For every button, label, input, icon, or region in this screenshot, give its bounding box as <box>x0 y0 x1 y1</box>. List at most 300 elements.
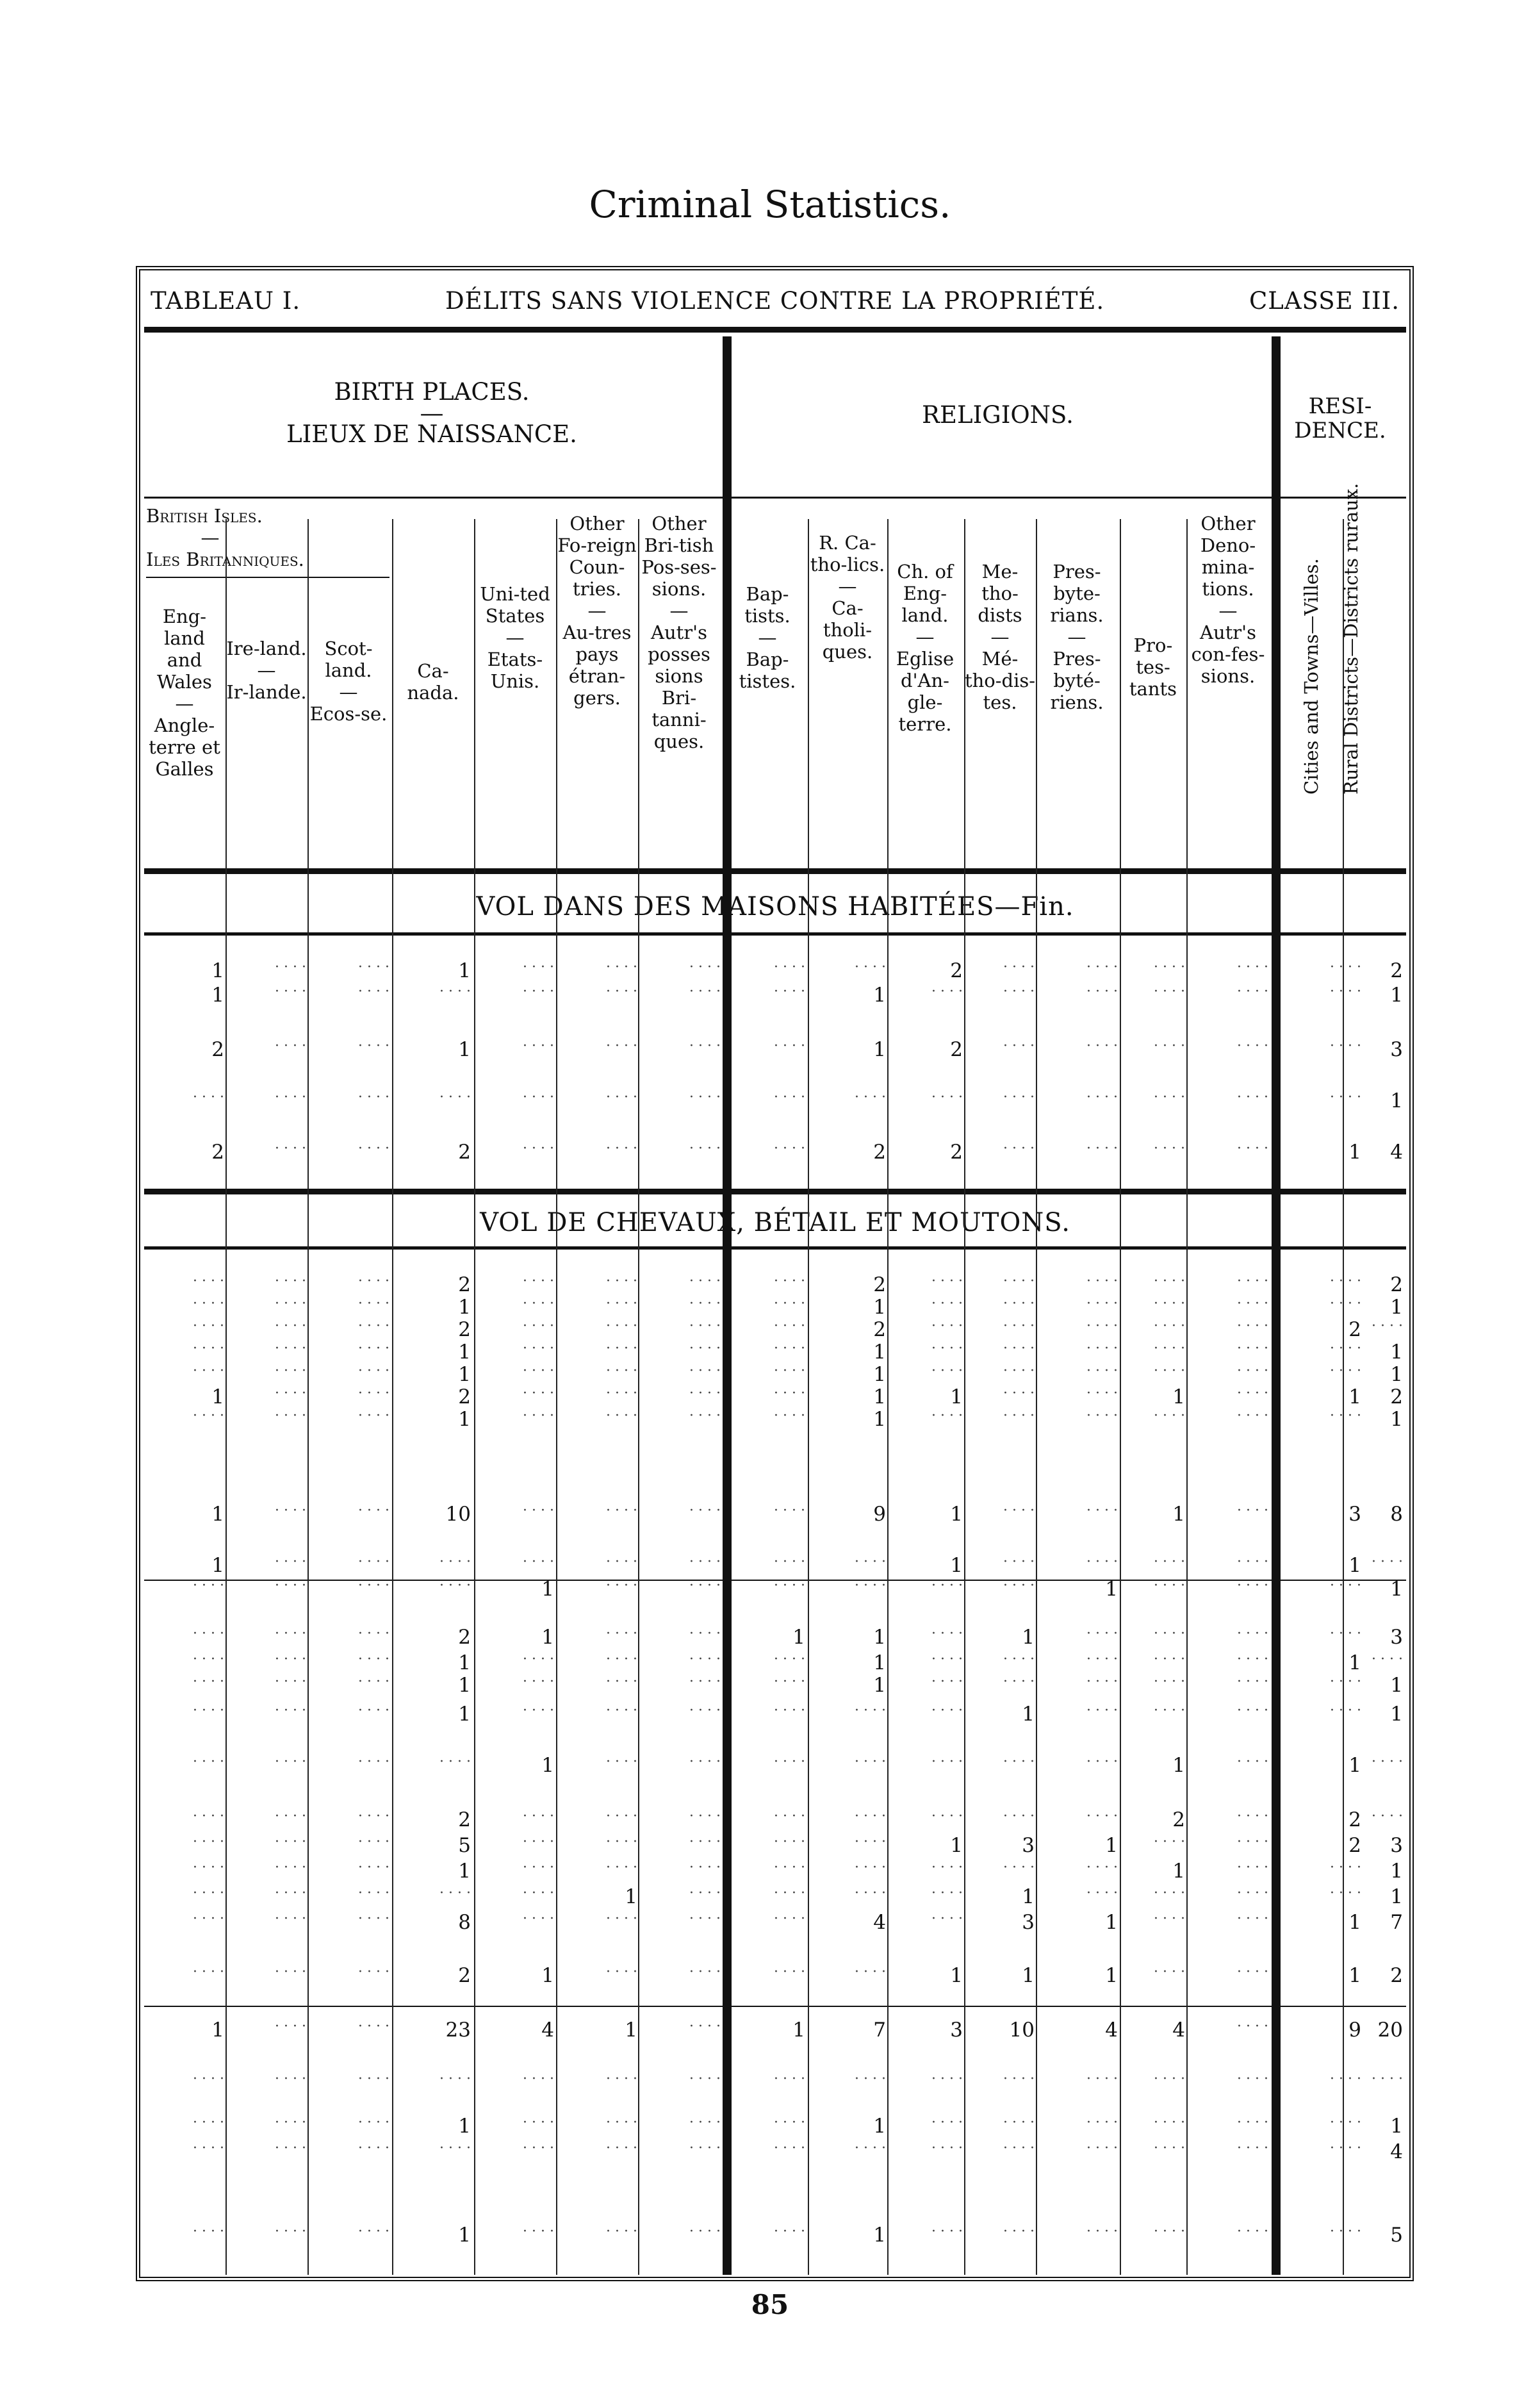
table-cell: 1 <box>1172 1860 1185 1883</box>
table-cell: · · · · <box>606 1141 637 1157</box>
table-cell: · · · · <box>1154 959 1185 975</box>
table-cell: · · · · <box>358 2115 389 2131</box>
table-cell: 1 <box>458 2115 471 2138</box>
table-cell: · · · · <box>193 2224 224 2240</box>
table-cell: · · · · <box>1237 1885 1268 1901</box>
table-cell: 1 <box>1105 1834 1118 1857</box>
table-cell: · · · · <box>358 1860 389 1876</box>
table-cell: 1 <box>1390 1363 1403 1386</box>
table-cell: 1 <box>211 1554 224 1577</box>
table-cell: · · · · <box>193 1754 224 1770</box>
table-cell: · · · · <box>606 1911 637 1927</box>
table-cell: · · · · <box>1330 1408 1361 1424</box>
table-cell: · · · · <box>1003 1318 1035 1334</box>
table-cell: · · · · <box>275 2224 306 2240</box>
table-cell: 1 <box>458 1674 471 1697</box>
table-cell: 1 <box>1390 1089 1403 1112</box>
table-cell: · · · · <box>774 1674 805 1690</box>
table-cell: · · · · <box>193 1808 224 1824</box>
table-cell: · · · · <box>774 2071 805 2087</box>
table-cell: · · · · <box>606 1341 637 1357</box>
table-cell: · · · · <box>523 1318 554 1334</box>
table-cell: · · · · <box>1237 1089 1268 1105</box>
table-cell: · · · · <box>193 1408 224 1424</box>
total-rule <box>144 2006 1406 2007</box>
table-cell: 1 <box>458 1860 471 1883</box>
table-cell: · · · · <box>358 1385 389 1401</box>
table-cell: 1 <box>1022 1703 1035 1726</box>
table-cell: · · · · <box>1154 1674 1185 1690</box>
table-cell: · · · · <box>1330 1273 1361 1289</box>
table-cell: · · · · <box>689 1341 721 1357</box>
table-cell: · · · · <box>606 1964 637 1980</box>
table-cell: 1 <box>541 1964 554 1987</box>
table-cell: · · · · <box>358 2071 389 2087</box>
col-header-protestants: Pro-tes-tants <box>1129 634 1177 700</box>
table-cell: · · · · <box>358 1141 389 1157</box>
table-cell: · · · · <box>774 1363 805 1379</box>
col-header-church-of-england: Ch. of Eng-land. — Eglise d'An-gle-terre. <box>896 561 954 735</box>
table-cell: · · · · <box>1086 1318 1118 1334</box>
table-cell: · · · · <box>606 1860 637 1876</box>
table-cell: · · · · <box>931 1754 963 1770</box>
table-cell: · · · · <box>1154 1089 1185 1105</box>
table-cell: · · · · <box>1003 1273 1035 1289</box>
section1-bottom-rule <box>144 932 1406 936</box>
table-cell: · · · · <box>1154 1885 1185 1901</box>
table-cell: · · · · <box>689 1651 721 1667</box>
table-cell: · · · · <box>275 1503 306 1519</box>
table-cell: 1 <box>458 1296 471 1319</box>
table-cell: · · · · <box>1003 1808 1035 1824</box>
table-cell: · · · · <box>523 1860 554 1876</box>
table-cell: · · · · <box>275 1318 306 1334</box>
table-cell: 1 <box>873 2224 886 2247</box>
table-cell: · · · · <box>931 1808 963 1824</box>
table-cell: · · · · <box>1237 1651 1268 1667</box>
table-cell: · · · · <box>523 1885 554 1901</box>
table-cell: · · · · <box>523 1834 554 1850</box>
table-cell: · · · · <box>1372 1651 1403 1667</box>
table-cell: · · · · <box>606 984 637 1000</box>
table-cell: · · · · <box>689 1808 721 1824</box>
table-cell: · · · · <box>774 1808 805 1824</box>
table-cell: · · · · <box>774 959 805 975</box>
table-cell: 2 <box>458 1318 471 1341</box>
table-cell: · · · · <box>358 1754 389 1770</box>
table-cell: 2 <box>873 1273 886 1296</box>
table-cell: · · · · <box>606 1578 637 1594</box>
table-cell: 1 <box>1105 1578 1118 1601</box>
table-cell: · · · · <box>855 1754 886 1770</box>
table-cell: · · · · <box>606 1385 637 1401</box>
table-cell: 1 <box>1172 1503 1185 1526</box>
british-isles-rule <box>146 577 389 578</box>
table-cell: · · · · <box>275 2115 306 2131</box>
table-cell: · · · · <box>1154 1273 1185 1289</box>
table-cell: · · · · <box>606 1651 637 1667</box>
table-cell: · · · · <box>275 1141 306 1157</box>
table-cell: · · · · <box>275 1578 306 1594</box>
table-cell: · · · · <box>523 959 554 975</box>
table-cell: 2 <box>873 1141 886 1164</box>
table-cell: · · · · <box>358 1503 389 1519</box>
table-cell: · · · · <box>774 1885 805 1901</box>
table-cell: · · · · <box>606 1808 637 1824</box>
col-header-other-denominations: Other Deno-mina-tions. — Autr's con-fes-sions. <box>1191 513 1265 687</box>
table-cell: · · · · <box>1372 1554 1403 1570</box>
table-cell: · · · · <box>523 2140 554 2156</box>
table-cell: · · · · <box>358 1703 389 1719</box>
table-cell: · · · · <box>275 1296 306 1312</box>
table-cell: · · · · <box>1003 2115 1035 2131</box>
table-cell: · · · · <box>689 1408 721 1424</box>
table-cell: · · · · <box>689 1318 721 1334</box>
table-cell: 2 <box>1172 1808 1185 1831</box>
table-cell: · · · · <box>1330 2140 1361 2156</box>
table-cell: · · · · <box>1154 1578 1185 1594</box>
table-cell: · · · · <box>689 2115 721 2131</box>
tableau-label: TABLEAU I. <box>151 287 301 315</box>
col-header-rural-districts: Rural Districts—Districts ruraux. <box>1340 483 1362 795</box>
table-cell: 1 <box>211 1503 224 1526</box>
table-cell: · · · · <box>1154 1703 1185 1719</box>
table-cell: 1 <box>873 1296 886 1319</box>
table-cell: · · · · <box>1086 1296 1118 1312</box>
table-cell: 1 <box>792 1626 805 1649</box>
table-cell: · · · · <box>1372 1808 1403 1824</box>
table-cell: · · · · <box>1237 1296 1268 1312</box>
table-cell: · · · · <box>275 1651 306 1667</box>
table-cell: 9 <box>873 1503 886 1526</box>
table-cell: 4 <box>1390 2140 1403 2163</box>
table-cell: · · · · <box>193 2071 224 2087</box>
table-cell: · · · · <box>1086 1408 1118 1424</box>
table-cell: · · · · <box>1086 984 1118 1000</box>
table-cell: · · · · <box>689 1578 721 1594</box>
table-cell: · · · · <box>1237 959 1268 975</box>
table-cell: · · · · <box>193 1363 224 1379</box>
table-cell: · · · · <box>689 1089 721 1105</box>
table-cell: · · · · <box>774 984 805 1000</box>
table-cell: · · · · <box>439 1089 471 1105</box>
table-cell: · · · · <box>1003 1554 1035 1570</box>
table-cell: · · · · <box>1237 1363 1268 1379</box>
table-cell: · · · · <box>1237 1674 1268 1690</box>
table-cell: · · · · <box>1330 1860 1361 1876</box>
table-cell: · · · · <box>1237 1318 1268 1334</box>
table-cell: · · · · <box>855 1860 886 1876</box>
table-cell: · · · · <box>358 1674 389 1690</box>
table-cell: · · · · <box>1086 1651 1118 1667</box>
table-cell: 2 <box>458 1626 471 1649</box>
table-cell: 1 <box>211 959 224 982</box>
col-header-presbyterians: Pres-byte-rians. — Pres-byté-riens. <box>1050 561 1104 713</box>
table-cell: 1 <box>873 1038 886 1061</box>
table-cell: 1 <box>541 1754 554 1777</box>
table-cell: 1 <box>873 984 886 1007</box>
table-cell: · · · · <box>1154 1141 1185 1157</box>
table-cell: · · · · <box>1154 1296 1185 1312</box>
table-cell: · · · · <box>358 1318 389 1334</box>
table-cell: · · · · <box>931 1296 963 1312</box>
table-cell: · · · · <box>1086 1141 1118 1157</box>
table-cell: 2 <box>1348 1318 1361 1341</box>
table-cell: · · · · <box>439 984 471 1000</box>
page-number: 85 <box>751 2289 789 2320</box>
table-cell: 1 <box>458 1038 471 1061</box>
table-cell: · · · · <box>931 1911 963 1927</box>
table-cell: · · · · <box>1154 1318 1185 1334</box>
table-cell: 8 <box>1390 1503 1403 1526</box>
table-cell: · · · · <box>689 1885 721 1901</box>
table-cell: · · · · <box>931 1626 963 1642</box>
table-cell: 2 <box>1390 1385 1403 1408</box>
table-cell: · · · · <box>1237 1860 1268 1876</box>
table-cell: · · · · <box>358 1363 389 1379</box>
table-cell: · · · · <box>275 1089 306 1105</box>
table-cell: · · · · <box>1237 984 1268 1000</box>
table-cell: · · · · <box>606 1408 637 1424</box>
table-cell: 1 <box>1390 1674 1403 1697</box>
table-cell: 5 <box>1390 2224 1403 2247</box>
table-cell: · · · · <box>1330 1626 1361 1642</box>
table-cell: · · · · <box>1237 2140 1268 2156</box>
table-cell: · · · · <box>931 1651 963 1667</box>
table-cell: · · · · <box>193 1860 224 1876</box>
table-cell: · · · · <box>606 2115 637 2131</box>
table-cell: 5 <box>458 1834 471 1857</box>
table-cell: 1 <box>873 1385 886 1408</box>
table-cell: · · · · <box>1154 1341 1185 1357</box>
table-cell: · · · · <box>523 1408 554 1424</box>
table-cell: 2 <box>458 1273 471 1296</box>
table-cell: · · · · <box>689 1141 721 1157</box>
table-cell: · · · · <box>1086 1860 1118 1876</box>
table-cell: · · · · <box>774 2224 805 2240</box>
table-cell: · · · · <box>1330 1341 1361 1357</box>
table-cell: · · · · <box>606 2071 637 2087</box>
table-cell: · · · · <box>1086 1626 1118 1642</box>
table-cell: · · · · <box>358 1808 389 1824</box>
table-cell: · · · · <box>439 2071 471 2087</box>
table-header-row <box>151 287 1400 315</box>
col-header-british-possessions: Other Bri-tish Pos-ses-sions. — Autr's posses sions Bri-tanni-ques. <box>641 513 717 752</box>
table-cell: · · · · <box>931 1578 963 1594</box>
col-header-methodists: Me-tho-dists — Mé-tho-dis-tes. <box>964 561 1036 713</box>
table-cell: · · · · <box>931 2224 963 2240</box>
table-cell: · · · · <box>523 1554 554 1570</box>
section2-top-rule <box>144 1189 1406 1194</box>
table-cell: · · · · <box>855 1703 886 1719</box>
table-cell: 10 <box>445 1503 471 1526</box>
table-cell: 3 <box>1348 1503 1361 1526</box>
table-cell: · · · · <box>606 1089 637 1105</box>
table-cell: 3 <box>950 2019 963 2042</box>
table-cell: · · · · <box>275 2140 306 2156</box>
table-cell: · · · · <box>193 1885 224 1901</box>
religions-title: RELIGIONS. <box>922 401 1074 429</box>
table-cell: · · · · <box>1154 984 1185 1000</box>
table-cell: · · · · <box>1003 1089 1035 1105</box>
table-cell: 1 <box>458 2224 471 2247</box>
col-header-baptists: Bap-tists. — Bap-tistes. <box>739 583 796 692</box>
table-cell: · · · · <box>1154 1363 1185 1379</box>
table-cell: 1 <box>873 1651 886 1674</box>
table-cell: · · · · <box>931 1318 963 1334</box>
table-cell: 1 <box>950 1554 963 1577</box>
table-cell: · · · · <box>606 1834 637 1850</box>
table-cell: 2 <box>1390 959 1403 982</box>
table-cell: · · · · <box>931 1089 963 1105</box>
table-cell: · · · · <box>1086 1089 1118 1105</box>
table-cell: · · · · <box>855 1089 886 1105</box>
col-header-foreign: Other Fo-reign Coun-tries. — Au-tres pays étran-gers. <box>557 513 637 709</box>
table-cell: 2 <box>1348 1808 1361 1831</box>
table-cell: · · · · <box>1086 1385 1118 1401</box>
table-cell: · · · · <box>275 1703 306 1719</box>
table-cell: · · · · <box>689 2224 721 2240</box>
table-cell: 3 <box>1022 1911 1035 1934</box>
table-cell: · · · · <box>523 1341 554 1357</box>
table-cell: · · · · <box>1086 1273 1118 1289</box>
birthplaces-block <box>144 378 719 449</box>
table-cell: · · · · <box>1237 2071 1268 2087</box>
table-cell: · · · · <box>689 2140 721 2156</box>
section1-title: VOL DANS DES MAISONS HABITÉES—Fin. <box>476 892 1074 921</box>
subheader-rule <box>144 497 1406 499</box>
table-cell: · · · · <box>1330 1089 1361 1105</box>
table-cell: 4 <box>1105 2019 1118 2042</box>
table-cell: · · · · <box>358 2140 389 2156</box>
table-cell: 1 <box>1022 1964 1035 1987</box>
table-cell: · · · · <box>1154 1038 1185 1054</box>
table-cell: · · · · <box>1154 2224 1185 2240</box>
table-cell: · · · · <box>523 1385 554 1401</box>
table-cell: · · · · <box>193 1964 224 1980</box>
table-cell: 1 <box>1348 1651 1361 1674</box>
table-cell: · · · · <box>1086 2071 1118 2087</box>
table-cell: · · · · <box>1330 959 1361 975</box>
table-cell: 3 <box>1390 1834 1403 1857</box>
table-cell: · · · · <box>1237 1578 1268 1594</box>
table-cell: 10 <box>1009 2019 1035 2042</box>
table-cell: · · · · <box>855 1885 886 1901</box>
table-cell: · · · · <box>689 1674 721 1690</box>
table-cell: 4 <box>1172 2019 1185 2042</box>
table-cell: · · · · <box>606 1363 637 1379</box>
table-cell: 1 <box>1390 1703 1403 1726</box>
table-cell: · · · · <box>523 2115 554 2131</box>
table-cell: · · · · <box>193 1911 224 1927</box>
table-cell: 2 <box>950 959 963 982</box>
table-cell: 4 <box>541 2019 554 2042</box>
table-cell: 23 <box>445 2019 471 2042</box>
table-cell: · · · · <box>275 2019 306 2035</box>
table-cell: 4 <box>873 1911 886 1934</box>
table-cell: · · · · <box>774 1754 805 1770</box>
table-cell: · · · · <box>1330 2115 1361 2131</box>
table-cell: · · · · <box>774 1341 805 1357</box>
table-cell: · · · · <box>1237 1834 1268 1850</box>
classe-label: CLASSE III. <box>1249 287 1400 315</box>
table-cell: · · · · <box>193 1626 224 1642</box>
col-header-canada: Ca-nada. <box>407 660 459 704</box>
table-cell: 1 <box>792 2019 805 2042</box>
table-cell: · · · · <box>931 1674 963 1690</box>
table-cell: · · · · <box>1086 2224 1118 2240</box>
table-cell: · · · · <box>275 1808 306 1824</box>
table-cell: · · · · <box>523 1273 554 1289</box>
table-cell: · · · · <box>275 959 306 975</box>
table-cell: · · · · <box>1003 2140 1035 2156</box>
table-cell: · · · · <box>523 1503 554 1519</box>
table-cell: · · · · <box>1086 1808 1118 1824</box>
table-cell: · · · · <box>1330 1703 1361 1719</box>
table-cell: · · · · <box>774 1318 805 1334</box>
table-cell: 1 <box>950 1503 963 1526</box>
table-cell: · · · · <box>931 1273 963 1289</box>
table-cell: · · · · <box>358 1038 389 1054</box>
table-cell: · · · · <box>358 1834 389 1850</box>
table-cell: 1 <box>1390 1341 1403 1364</box>
table-cell: 2 <box>458 1808 471 1831</box>
table-cell: · · · · <box>1003 2224 1035 2240</box>
table-cell: 1 <box>1105 1964 1118 1987</box>
table-cell: 4 <box>1390 1141 1403 1164</box>
table-cell: · · · · <box>689 1363 721 1379</box>
table-cell: · · · · <box>1003 1578 1035 1594</box>
table-cell: · · · · <box>1154 1911 1185 1927</box>
table-cell: 2 <box>458 1385 471 1408</box>
table-cell: · · · · <box>606 1674 637 1690</box>
table-cell: · · · · <box>193 1651 224 1667</box>
table-cell: · · · · <box>275 1674 306 1690</box>
table-cell: · · · · <box>523 1703 554 1719</box>
table-cell: 1 <box>873 1674 886 1697</box>
table-cell: · · · · <box>275 1385 306 1401</box>
table-cell: · · · · <box>1154 1964 1185 1980</box>
col-header-catholics: R. Ca-tho-lics. — Ca-tholi-ques. <box>810 532 885 663</box>
table-cell: · · · · <box>439 2140 471 2156</box>
table-cell: · · · · <box>275 1273 306 1289</box>
col-header-england: Eng-land and Wales — Angle-terre et Galles <box>149 606 220 780</box>
table-cell: 3 <box>1390 1626 1403 1649</box>
table-cell: · · · · <box>1237 1911 1268 1927</box>
table-cell: 1 <box>873 1626 886 1649</box>
table-cell: 2 <box>1390 1273 1403 1296</box>
table-cell: · · · · <box>1330 2071 1361 2087</box>
table-cell: · · · · <box>1086 1038 1118 1054</box>
table-cell: · · · · <box>523 1911 554 1927</box>
table-cell: · · · · <box>1237 1385 1268 1401</box>
table-cell: · · · · <box>1003 1341 1035 1357</box>
table-cell: · · · · <box>1330 1038 1361 1054</box>
table-cell: · · · · <box>689 1754 721 1770</box>
col-header-united-states: Uni-ted States — Etats-Unis. <box>480 583 550 692</box>
table-cell: 1 <box>873 2115 886 2138</box>
table-cell: · · · · <box>193 2140 224 2156</box>
table-cell: · · · · <box>1086 959 1118 975</box>
table-cell: 7 <box>873 2019 886 2042</box>
table-cell: · · · · <box>1237 1341 1268 1357</box>
table-cell: · · · · <box>358 1089 389 1105</box>
table-cell: · · · · <box>774 1860 805 1876</box>
table-cell: · · · · <box>358 1911 389 1927</box>
table-cell: · · · · <box>689 1503 721 1519</box>
table-cell: · · · · <box>275 1834 306 1850</box>
table-cell: · · · · <box>931 1860 963 1876</box>
